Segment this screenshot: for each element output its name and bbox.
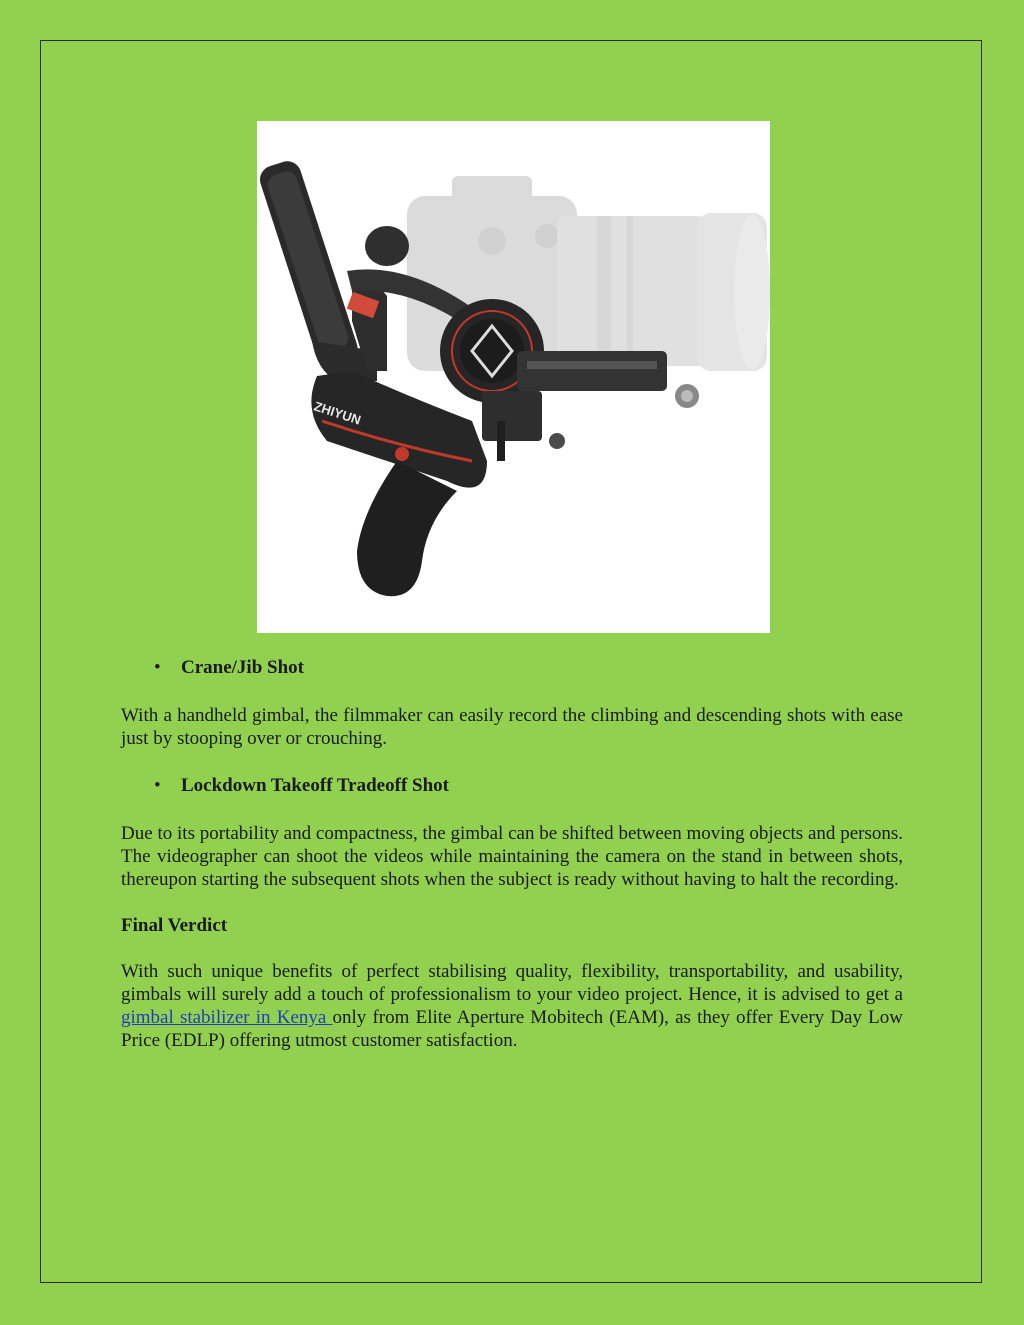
gimbal-illustration bbox=[257, 121, 770, 633]
heading-lockdown-shot: Lockdown Takeoff Tradeoff Shot bbox=[181, 775, 449, 796]
paragraph-final-verdict bbox=[121, 960, 903, 1052]
final-verdict-text-before-link: With such unique benefits of perfect stabilising quality, flexibility, transportability, and usability, gimbals will surely add a touch of professionalism to your video project. Hence, it is advised to get a bbox=[121, 961, 903, 1005]
article-content bbox=[121, 655, 903, 1075]
final-verdict-text-after-link: only from Elite Aperture Mobitech (EAM), as they offer Every Day Low Price (EDLP) offering utmost customer satisfaction. bbox=[121, 1007, 903, 1051]
bullet-heading-lockdown bbox=[121, 773, 903, 799]
bullet-marker: • bbox=[154, 775, 161, 796]
paragraph-lockdown: Due to its portability and compactness, the gimbal can be shifted between moving objects and persons. The videographer can shoot the videos while maintaining the camera on the stand in between shots, thereupon starting the subsequent shots when the subject is ready without having to halt the recording. bbox=[121, 823, 903, 890]
gimbal-product-image bbox=[257, 121, 770, 633]
paragraph-crane-jib: With a handheld gimbal, the filmmaker can easily record the climbing and descending shots with ease just by stooping over or crouching. bbox=[121, 705, 903, 749]
heading-crane-jib-shot: Crane/Jib Shot bbox=[181, 657, 304, 678]
bullet-marker: • bbox=[154, 657, 161, 678]
gimbal-stabilizer-kenya-link[interactable]: gimbal stabilizer in Kenya bbox=[121, 1007, 333, 1028]
heading-final-verdict: Final Verdict bbox=[121, 915, 228, 936]
brand-logo-text: ZHIYUN bbox=[312, 398, 363, 428]
bullet-heading-crane-jib bbox=[121, 655, 903, 681]
